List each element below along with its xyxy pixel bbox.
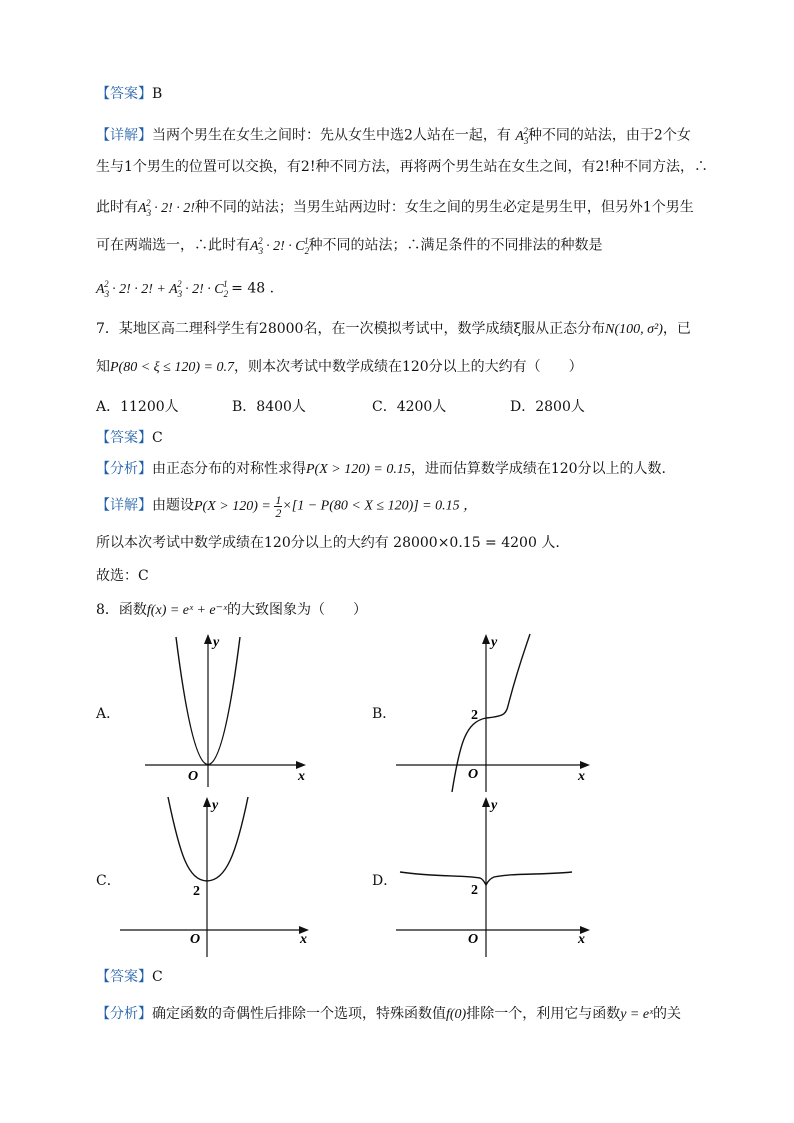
p7-stem-line-2	[96, 357, 583, 378]
p6-detail-text-1: 当两个男生在女生之间时：先从女生中选2人站在一起，有	[152, 127, 511, 144]
p8-analysis-b: 排除一个，利用它与函数	[466, 1006, 621, 1022]
analysis-tag: 【分析】	[96, 461, 152, 477]
p7-stem-line-1	[96, 319, 691, 340]
detail-tag: 【详解】	[96, 127, 152, 144]
origin-label: O	[468, 767, 479, 782]
x-label: x	[578, 769, 585, 784]
p6-detail-text-3a: 此时有	[96, 199, 138, 216]
p7-option-b: B．8400人	[232, 399, 306, 415]
p8-analysis-func: y = eˣ	[620, 1007, 654, 1022]
origin-label: O	[190, 932, 201, 947]
p8-stem	[96, 600, 367, 621]
p7-analysis-a: 由正态分布的对称性求得	[152, 461, 306, 477]
y-label: y	[212, 798, 219, 813]
p8-graph-c	[118, 795, 318, 960]
p7-stem-2b: ，则本次考试中数学成绩在120分以上的大约有（ ）	[233, 359, 583, 375]
answer-tag: 【答案】	[96, 86, 152, 102]
formula-total: $A_3^2 \cdot 2$! · 2! + $A_3^2 \cdot 2$! · $C_2^1$	[96, 279, 229, 299]
p8-function: f(x) = eˣ + e⁻ˣ	[146, 603, 227, 618]
y-arrow-icon	[482, 634, 490, 644]
p7-detail-formula-end: ×[1 − P(80 < X ≤ 120)] = 0.15 ，	[282, 498, 478, 514]
p7-detail-line-2: 所以本次考试中数学成绩在120分以上的大约有 28000×0.15 = 4200 人.	[96, 535, 560, 551]
p7-detail-a: 由题设	[152, 497, 194, 514]
tick-2-label: 2	[193, 884, 200, 899]
p7-answer: C	[152, 430, 163, 446]
answer-tag: 【答案】	[96, 430, 152, 446]
p8-label-a: A．	[96, 706, 121, 722]
p7-normal-dist: N(100, σ²)	[605, 322, 663, 337]
y-label: y	[491, 798, 498, 813]
y-arrow-icon	[482, 797, 490, 807]
p7-option-c: C．4200人	[372, 399, 447, 415]
p8-graph-d	[394, 795, 594, 960]
analysis-tag: 【分析】	[96, 1006, 152, 1022]
p8-stem-a: 8．函数	[96, 602, 147, 618]
y-arrow-icon	[204, 634, 212, 644]
origin-label: O	[188, 769, 199, 784]
origin-label: O	[468, 932, 479, 947]
p7-probability: P(80 < ξ ≤ 120) = 0.7	[110, 360, 234, 375]
y-label: y	[213, 635, 220, 650]
p6-detail-text-1b: 种不同的站法，由于2个女	[527, 127, 691, 144]
p8-label-c: C．	[96, 873, 121, 889]
detail-tag: 【详解】	[96, 497, 152, 514]
p7-detail-line	[96, 494, 477, 524]
p6-detail-text-3b: 种不同的站法；当男生站两边时：女生之间的男生必定是男生甲，但另外1个男生	[194, 199, 694, 216]
p6-detail-line-3	[96, 193, 694, 222]
curve-cubic	[452, 634, 530, 792]
p7-detail-formula: P(X > 120) = $\frac{1}{2}$	[194, 493, 282, 520]
p8-answer: C	[152, 969, 163, 985]
p6-detail-text-4b: 种不同的站法；∴满足条件的不同排法的种数是	[308, 237, 603, 254]
p8-graph-b	[394, 632, 594, 797]
x-arrow-icon	[580, 761, 590, 769]
p7-analysis-line	[96, 459, 666, 480]
p6-answer-line	[96, 84, 162, 104]
perm-a3-2: $A_3^2$	[515, 126, 529, 146]
y-label: y	[491, 635, 498, 650]
tick-2-label: 2	[471, 883, 478, 898]
p8-label-b: B．	[372, 706, 397, 722]
p7-analysis-formula: P(X > 120) = 0.15	[306, 462, 411, 477]
p7-answer-line	[96, 428, 163, 448]
p7-option-a: A．11200人	[96, 399, 179, 415]
p8-answer-line	[96, 967, 163, 987]
p8-stem-b: 的大致图象为（ ）	[226, 602, 367, 618]
answer-tag: 【答案】	[96, 969, 152, 985]
formula-a3-2-c2-1: $A_3^2 \cdot 2$! · $C_2^1$	[250, 236, 310, 256]
p7-stem-2a: 知	[96, 359, 110, 375]
p6-detail-line-2: 生与1个男生的位置可以交换，有2!种不同方法，再将两个男生站在女生之间，有2!种不同方法，∴	[96, 159, 708, 175]
curve-cosh	[168, 797, 248, 881]
p7-option-d: D．2800人	[510, 399, 585, 415]
formula-a3-2-2-2: $A_3^2 \cdot 2$! · 2!	[138, 198, 195, 218]
p6-answer: B	[152, 86, 163, 102]
y-arrow-icon	[203, 797, 211, 807]
p7-stem-1: 7．某地区高二理科学生有28000名，在一次模拟考试中，数学成绩ξ服从正态分布	[96, 321, 606, 337]
p8-graph-a	[140, 632, 310, 792]
p8-analysis-line	[96, 1004, 681, 1025]
p6-detail-text-4a: 可在两端选一，∴此时有	[96, 237, 250, 254]
p7-stem-1-end: ，已	[662, 321, 691, 337]
p6-detail-line-1	[96, 121, 691, 150]
p7-conclusion: 故选：C	[96, 568, 149, 584]
p8-label-d: D．	[372, 873, 398, 889]
p6-detail-line-4	[96, 231, 603, 260]
x-arrow-icon	[296, 761, 306, 769]
x-label: x	[578, 932, 585, 947]
tick-2-label: 2	[471, 708, 478, 723]
x-label: x	[298, 769, 305, 784]
p7-analysis-b: ，进而估算数学成绩在120分以上的人数.	[410, 461, 666, 477]
p8-analysis-a: 确定函数的奇偶性后排除一个选项，特殊函数值	[152, 1006, 446, 1022]
p6-formula-line	[96, 274, 274, 303]
x-label: x	[300, 932, 307, 947]
p8-analysis-c: 的关	[653, 1006, 682, 1022]
p8-analysis-f0: f(0)	[446, 1007, 467, 1022]
formula-result: = 48 .	[231, 280, 275, 297]
